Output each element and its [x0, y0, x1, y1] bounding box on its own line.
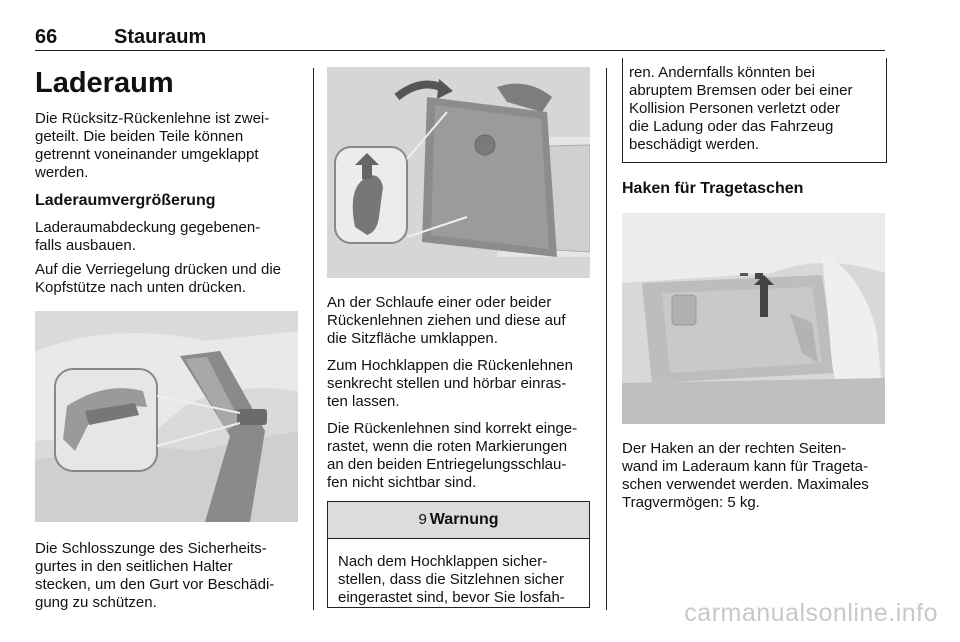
page-header [35, 26, 885, 50]
column-2 [327, 60, 590, 608]
warning-box [327, 501, 590, 608]
chapter-title: Laderaum [35, 67, 174, 99]
figure-bag-hook [622, 213, 885, 424]
paragraph-correctly-locked: Die Rückenlehnen sind korrekt einge- rastet, wenn die roten Markierungen an den beiden Entriegelungsschlau- fen nicht sichtbar sind. [327, 420, 578, 491]
header-rule [35, 50, 885, 51]
column-divider-2 [606, 68, 607, 610]
page-number: 66 [35, 26, 58, 48]
warning-title: Warnung [429, 511, 499, 528]
running-title: Stauraum [114, 26, 207, 48]
warning-icon: 9 [418, 511, 427, 528]
section-heading-load-expansion: Laderaumvergrößerung [35, 192, 216, 209]
paragraph-bag-hook: Der Haken an der rechten Seiten- wand im Laderaum kann für Trageta- schen verwendet werden. Maximales Tragvermögen: 5 kg. [622, 440, 869, 511]
paragraph-fold-backrest: An der Schlaufe einer oder beider Rückenlehnen ziehen und diese auf die Sitzfläche umklappen. [327, 294, 566, 347]
section-heading-bag-hook: Haken für Tragetaschen [622, 180, 804, 197]
paragraph-split-backrest: Die Rücksitz-Rückenlehne ist zwei- geteilt. Die beiden Teile können getrennt voneinander umgeklappt werden. [35, 110, 270, 181]
figure-backrest-fold [327, 67, 590, 278]
paragraph-headrest: Auf die Verriegelung drücken und die Kopfstütze nach unten drücken. [35, 261, 282, 296]
column-3 [622, 60, 885, 521]
watermark: carmanualsonline.info [684, 599, 938, 627]
figure-seatbelt-holder [35, 311, 298, 522]
warning-body: Nach dem Hochklappen sicher- stellen, dass die Sitzlehnen sicher eingerastet sind, bevor Sie losfah- [338, 553, 565, 606]
paragraph-raise-backrest: Zum Hochklappen die Rückenlehnen senkrecht stellen und hörbar einras- ten lassen. [327, 357, 573, 410]
warning-header [328, 502, 589, 539]
column-divider-1 [313, 68, 314, 610]
warning-continuation: ren. Andernfalls könnten bei abruptem Bremsen oder bei einer Kollision Personen verletzt oder die Ladung oder das Fahrzeug beschädigt werden. [622, 58, 887, 163]
column-1 [35, 60, 298, 621]
paragraph-remove-cover: Laderaumabdeckung gegebenen- falls ausbauen. [35, 219, 261, 254]
figure-caption-seatbelt: Die Schlosszunge des Sicherheits- gurtes in den seitlichen Halter stecken, um den Gurt vor Beschädi- gung zu schützen. [35, 540, 275, 611]
